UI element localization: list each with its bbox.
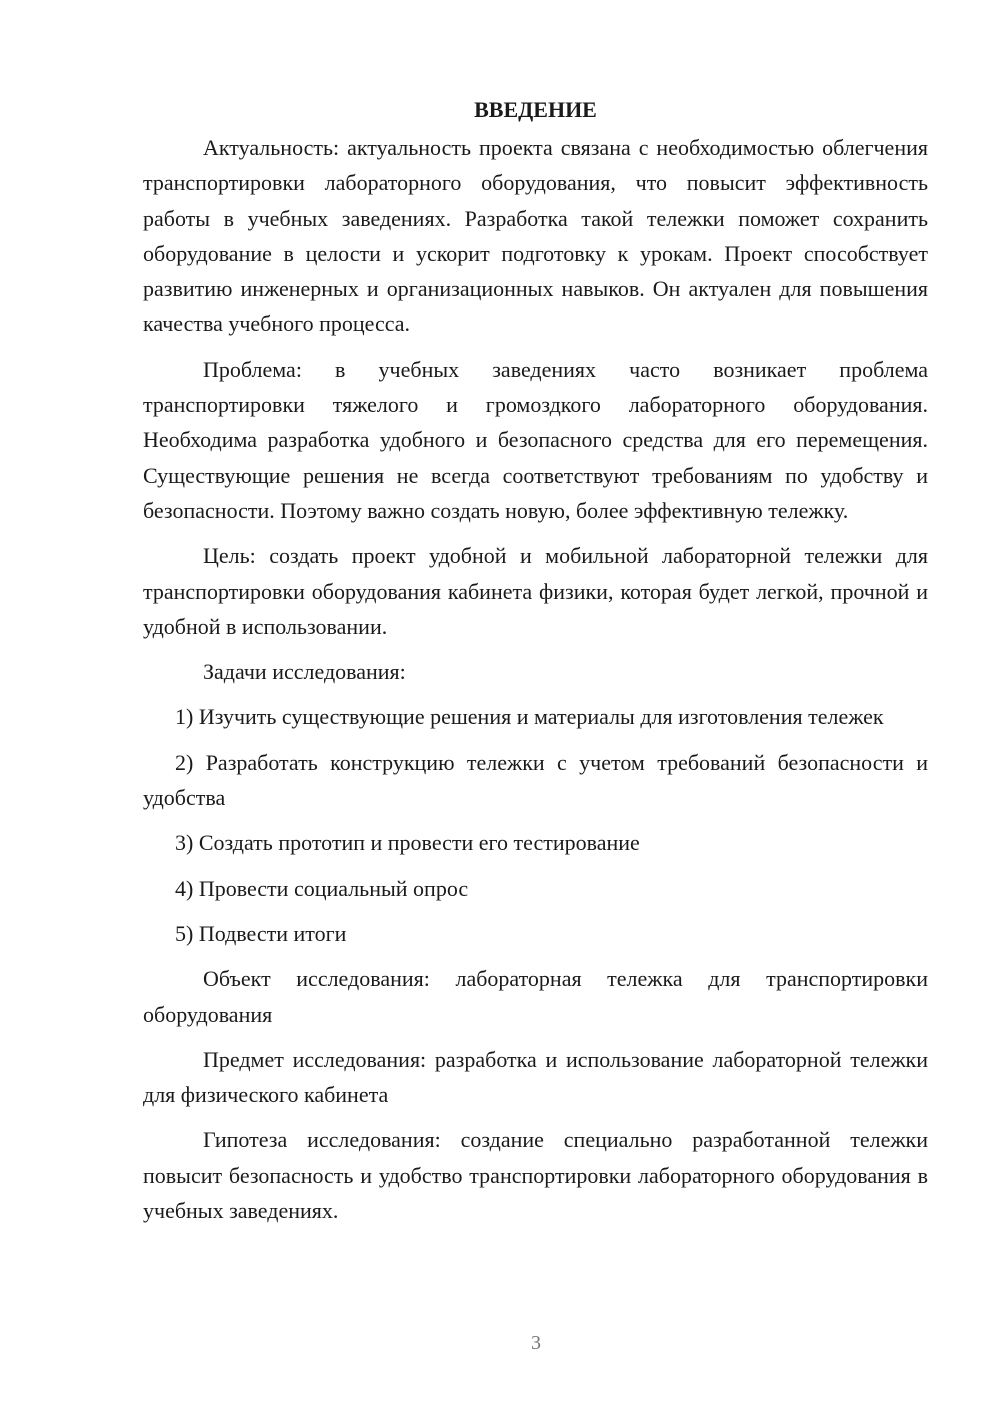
goal-paragraph: Цель: создать проект удобной и мобильной лабораторной тележки для транспортировки оборудования кабинета физики, которая будет легкой, прочной и удобной в использовании. xyxy=(143,543,928,639)
subject-paragraph: Предмет исследования: разработка и использование лабораторной тележки для физического кабинета xyxy=(143,1046,928,1108)
hypothesis-paragraph: Гипотеза исследования: создание специально разработанной тележки повысит безопасность и удобство транспортировки лабораторного оборудования в учебных заведениях. xyxy=(143,1127,928,1224)
page-number: 3 xyxy=(531,1332,541,1354)
object-paragraph: Объект исследования: лабораторная тележка для транспортировки оборудования xyxy=(143,966,928,1027)
tasks-heading: Задачи исследования: xyxy=(203,659,406,685)
section-heading: ВВЕДЕНИЕ xyxy=(474,97,597,122)
list-item: 4) Провести социальный опрос xyxy=(175,875,469,901)
relevance-paragraph: Актуальность: актуальность проекта связана с необходимостью облегчения транспортировки лабораторного оборудования, что повысит эффективность работы в учебных заведениях. Разработка такой тележки поможет сохранить оборудование в целости и ускорит подготовку к урокам. Проект способствует развитию инженерных и организационных навыков. Он актуален для повышения качества учебного процесса. xyxy=(143,135,928,337)
document-page xyxy=(143,92,928,1238)
list-item: 3) Создать прототип и провести его тестирование xyxy=(175,830,640,856)
list-item: 1) Изучить существующие решения и материалы для изготовления тележек xyxy=(175,704,884,730)
tasks-list xyxy=(143,699,928,951)
list-item: 5) Подвести итоги xyxy=(175,920,347,946)
list-item: 2) Разработать конструкцию тележки с учетом требований безопасности и удобства xyxy=(143,749,928,811)
problem-paragraph: Проблема: в учебных заведениях часто возникает проблема транспортировки тяжелого и громоздкого лабораторного оборудования. Необходима разработка удобного и безопасного средства для его перемещения. Существующие решения не всегда соответствуют требованиям по удобству и безопасности. Поэтому важно создать новую, более эффективную тележку. xyxy=(143,356,928,523)
